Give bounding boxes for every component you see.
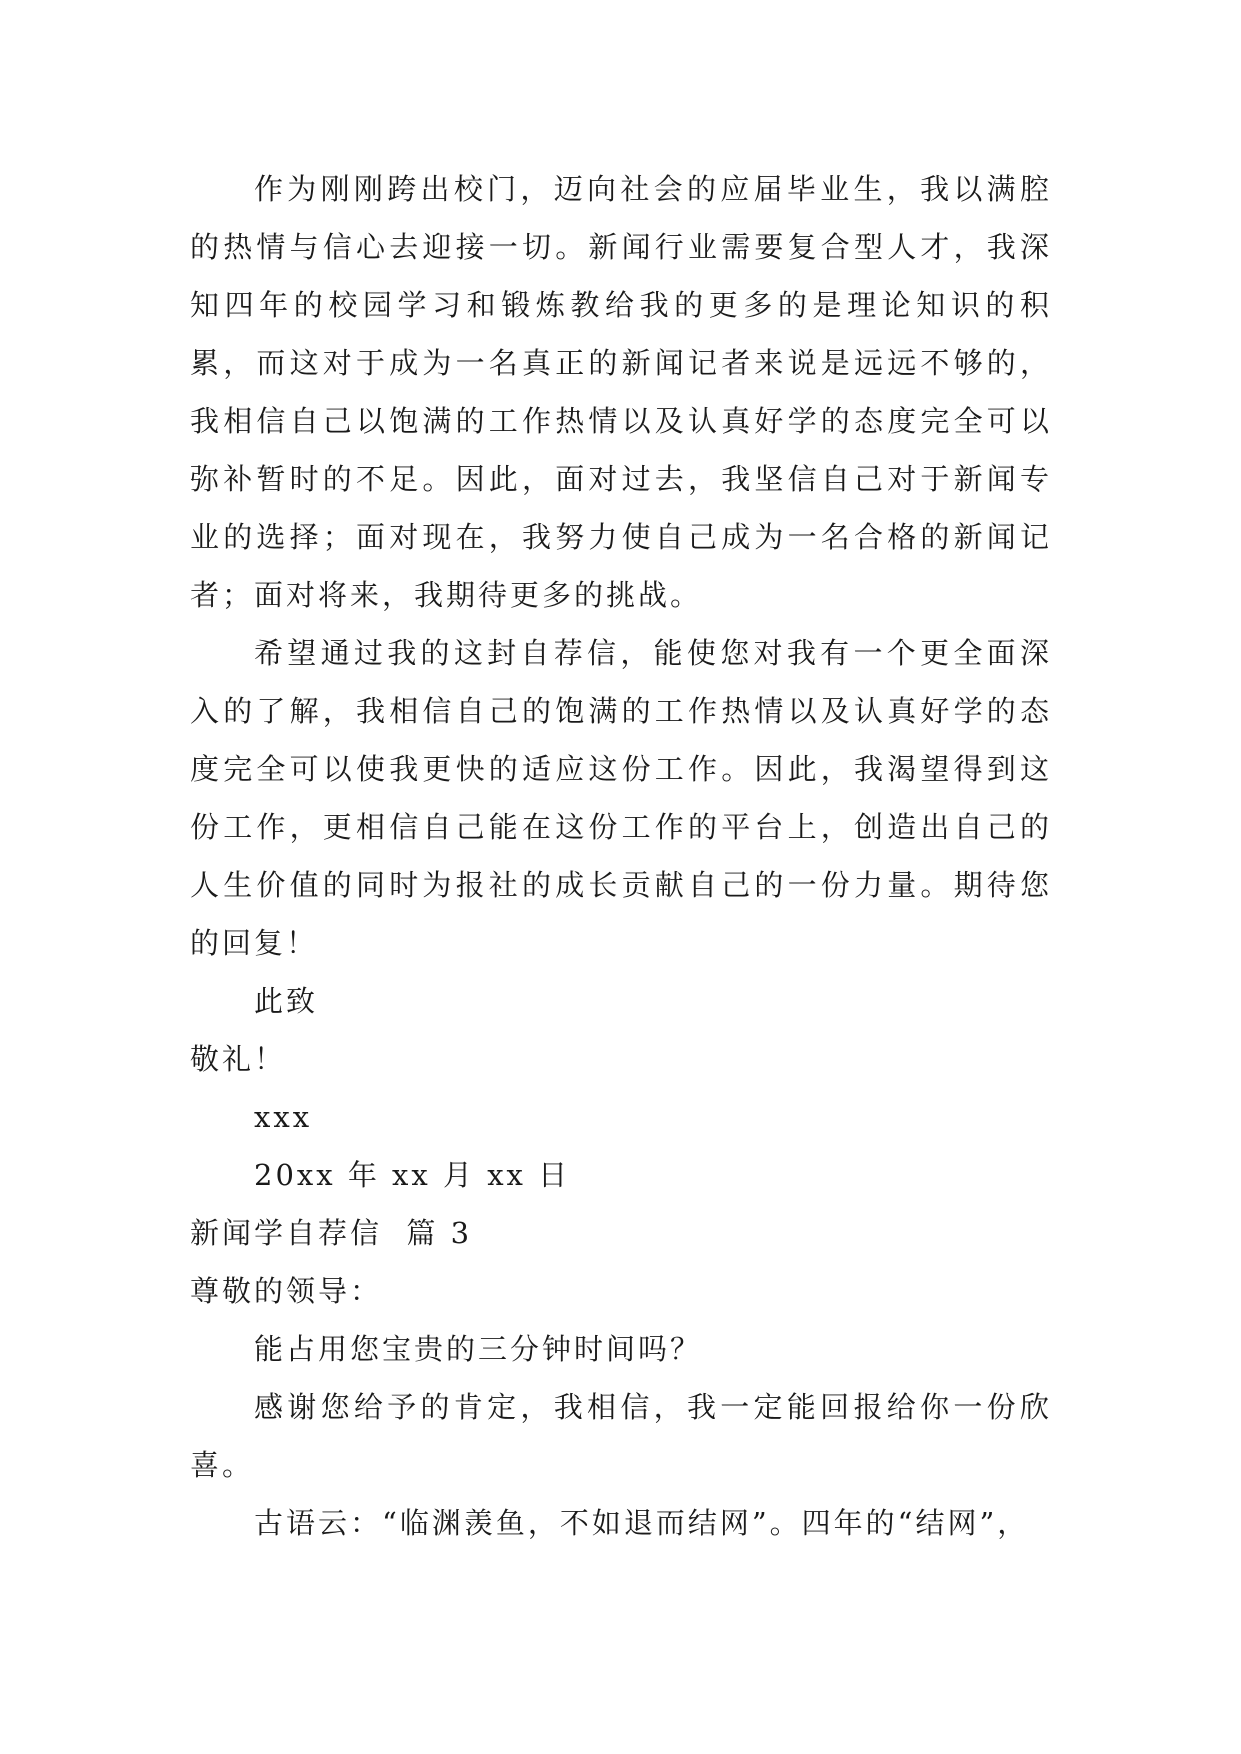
letter-date: 20xx 年 xx 月 xx 日 [254, 1158, 571, 1192]
document-body [190, 160, 1052, 1552]
body-paragraph: 作为刚刚跨出校门，迈向社会的应届毕业生，我以满腔的热情与信心去迎接一切。新闻行业需要复合型人才，我深知四年的校园学习和锻炼教给我的更多的是理论知识的积累，而这对于成为一名真正的新闻记者来说是远远不够的，我相信自己以饱满的工作热情以及认真好学的态度完全可以弥补暂时的不足。因此，面对过去，我坚信自己对于新闻专业的选择；面对现在，我努力使自己成为一名合格的新闻记者；面对将来，我期待更多的挑战。 [190, 172, 1052, 612]
body-paragraph: 希望通过我的这封自荐信，能使您对我有一个更全面深入的了解，我相信自己的饱满的工作热情以及认真好学的态度完全可以使我更快的适应这份工作。因此，我渴望得到这份工作，更相信自己能在这份工作的平台上，创造出自己的人生价值的同时为报社的成长贡献自己的一份力量。期待您的回复！ [190, 636, 1052, 960]
signature: xxx [254, 1100, 313, 1134]
body-paragraph: 古语云：“临渊羡鱼，不如退而结网”。四年的“结网”， [254, 1506, 1030, 1540]
closing-phrase: 此致 [254, 984, 319, 1018]
section-title: 新闻学自荐信 篇 3 [190, 1216, 473, 1250]
body-paragraph: 感谢您给予的肯定，我相信，我一定能回报给你一份欣喜。 [190, 1390, 1052, 1482]
salute: 敬礼！ [190, 1042, 287, 1076]
greeting: 尊敬的领导： [190, 1274, 383, 1308]
body-paragraph: 能占用您宝贵的三分钟时间吗？ [254, 1332, 703, 1366]
